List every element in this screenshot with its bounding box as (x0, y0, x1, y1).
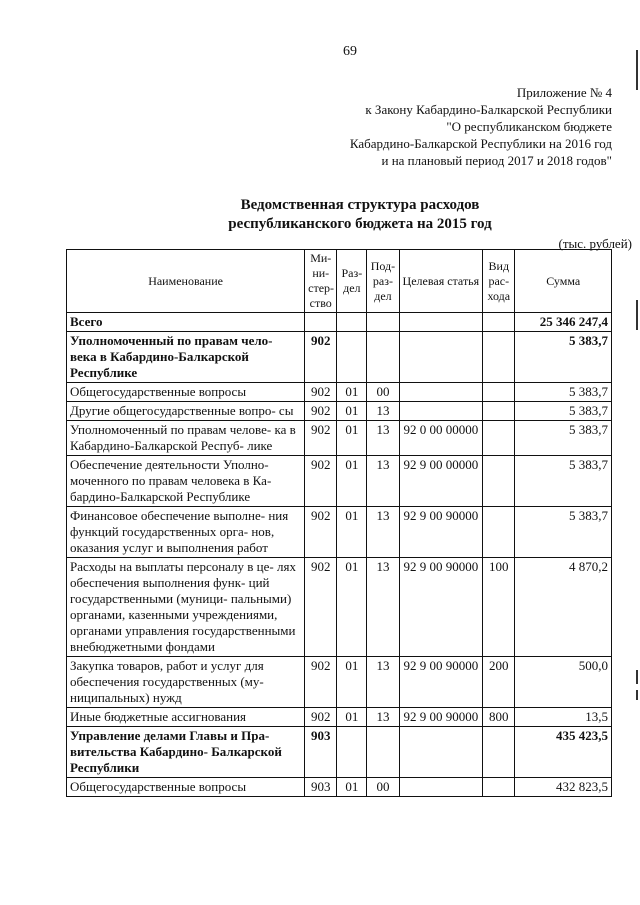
cell-ministry: 902 (305, 558, 337, 657)
cell-section: 01 (337, 708, 367, 727)
cell-section: 01 (337, 657, 367, 708)
appendix-line: Кабардино-Балкарской Республики на 2016 год (349, 136, 612, 151)
cell-target (399, 332, 483, 383)
cell-ministry: 902 (305, 402, 337, 421)
cell-name: Расходы на выплаты персоналу в це- лях обеспечения выполнения функ- ций государственными (муници- пальными) органами, казенными учреждениями, органами управления государственными внебюджетными фондами (67, 558, 305, 657)
table-row (67, 558, 612, 657)
cell-type: 200 (483, 657, 515, 708)
scan-edge-marks (634, 30, 638, 850)
appendix-note (312, 84, 612, 169)
cell-ministry: 902 (305, 421, 337, 456)
cell-sum: 500,0 (515, 657, 612, 708)
table-header-row (67, 250, 612, 313)
cell-target: 92 0 00 00000 (399, 421, 483, 456)
table-row (67, 657, 612, 708)
cell-target (399, 778, 483, 797)
cell-name: Всего (67, 313, 305, 332)
cell-sum: 5 383,7 (515, 456, 612, 507)
document-title-line: Ведомственная структура расходов (240, 197, 480, 213)
cell-sum: 5 383,7 (515, 507, 612, 558)
cell-sum: 25 346 247,4 (515, 313, 612, 332)
cell-sum: 5 383,7 (515, 332, 612, 383)
cell-type: 800 (483, 708, 515, 727)
cell-type (483, 727, 515, 778)
cell-section: 01 (337, 507, 367, 558)
cell-type (483, 313, 515, 332)
cell-ministry: 903 (305, 778, 337, 797)
cell-type (483, 383, 515, 402)
cell-sum: 4 870,2 (515, 558, 612, 657)
cell-subsection: 13 (367, 558, 399, 657)
cell-name: Иные бюджетные ассигнования (67, 708, 305, 727)
cell-section: 01 (337, 383, 367, 402)
cell-target (399, 313, 483, 332)
cell-ministry: 903 (305, 727, 337, 778)
cell-name: Закупка товаров, работ и услуг для обеспечения государственных (му- ниципальных) нужд (67, 657, 305, 708)
table-row (67, 778, 612, 797)
cell-name: Финансовое обеспечение выполне- ния функций государственных орга- нов, оказания услуг и выполнения работ (67, 507, 305, 558)
cell-ministry: 902 (305, 507, 337, 558)
document-title-line: республиканского бюджета на 2015 год (228, 216, 492, 232)
cell-type (483, 402, 515, 421)
cell-subsection: 13 (367, 402, 399, 421)
appendix-line: "О республиканском бюджете (446, 119, 612, 134)
header-ministry: Ми- ни- стер- ство (305, 250, 337, 313)
cell-name: Общегосударственные вопросы (67, 778, 305, 797)
cell-section: 01 (337, 558, 367, 657)
cell-section: 01 (337, 421, 367, 456)
table-row (67, 421, 612, 456)
cell-section: 01 (337, 456, 367, 507)
header-type: Вид рас- хода (483, 250, 515, 313)
cell-section (337, 332, 367, 383)
cell-subsection: 13 (367, 708, 399, 727)
cell-subsection (367, 727, 399, 778)
cell-target: 92 9 00 90000 (399, 657, 483, 708)
table-row (67, 456, 612, 507)
cell-sum: 13,5 (515, 708, 612, 727)
cell-sum: 5 383,7 (515, 402, 612, 421)
table-row (67, 402, 612, 421)
cell-type: 100 (483, 558, 515, 657)
cell-subsection (367, 332, 399, 383)
header-sum: Сумма (515, 250, 612, 313)
cell-ministry: 902 (305, 456, 337, 507)
cell-name: Уполномоченный по правам чело- века в Кабардино-Балкарской Республике (67, 332, 305, 383)
table-row (67, 383, 612, 402)
cell-sum: 5 383,7 (515, 383, 612, 402)
cell-target: 92 9 00 90000 (399, 708, 483, 727)
cell-subsection: 13 (367, 507, 399, 558)
cell-sum: 5 383,7 (515, 421, 612, 456)
cell-type (483, 456, 515, 507)
budget-table (66, 249, 612, 797)
table-row (67, 708, 612, 727)
cell-target: 92 9 00 90000 (399, 507, 483, 558)
header-subsection: Под- раз- дел (367, 250, 399, 313)
units-label: (тыс. рублей) (558, 236, 632, 251)
cell-name: Другие общегосударственные вопро- сы (67, 402, 305, 421)
appendix-line: Приложение № 4 (516, 85, 612, 100)
header-target: Целевая статья (399, 250, 483, 313)
cell-target (399, 402, 483, 421)
table-row (67, 507, 612, 558)
appendix-line: и на плановый период 2017 и 2018 годов" (381, 153, 612, 168)
table-row (67, 332, 612, 383)
cell-target: 92 9 00 90000 (399, 558, 483, 657)
cell-type (483, 421, 515, 456)
header-section: Раз- дел (337, 250, 367, 313)
cell-section: 01 (337, 402, 367, 421)
cell-type (483, 778, 515, 797)
cell-sum: 432 823,5 (515, 778, 612, 797)
cell-subsection: 13 (367, 421, 399, 456)
cell-sum: 435 423,5 (515, 727, 612, 778)
appendix-line: к Закону Кабардино-Балкарской Республики (365, 102, 612, 117)
page-number: 69 (343, 44, 357, 59)
cell-name: Уполномоченный по правам челове- ка в Кабардино-Балкарской Респуб- лике (67, 421, 305, 456)
cell-name: Управление делами Главы и Пра- вительства Кабардино- Балкарской Республики (67, 727, 305, 778)
cell-type (483, 507, 515, 558)
table-body (67, 313, 612, 797)
cell-type (483, 332, 515, 383)
cell-subsection: 13 (367, 456, 399, 507)
cell-section (337, 313, 367, 332)
cell-name: Обеспечение деятельности Уполно- моченного по правам человека в Ка- бардино-Балкарской Республике (67, 456, 305, 507)
cell-subsection: 00 (367, 383, 399, 402)
cell-subsection: 00 (367, 778, 399, 797)
cell-ministry (305, 313, 337, 332)
cell-target (399, 727, 483, 778)
document-title (170, 196, 550, 234)
cell-ministry: 902 (305, 383, 337, 402)
cell-subsection: 13 (367, 657, 399, 708)
cell-section (337, 727, 367, 778)
cell-ministry: 902 (305, 332, 337, 383)
cell-ministry: 902 (305, 708, 337, 727)
cell-subsection (367, 313, 399, 332)
cell-ministry: 902 (305, 657, 337, 708)
cell-section: 01 (337, 778, 367, 797)
header-name: Наименование (67, 250, 305, 313)
cell-target: 92 9 00 00000 (399, 456, 483, 507)
table-row (67, 727, 612, 778)
table-row (67, 313, 612, 332)
cell-name: Общегосударственные вопросы (67, 383, 305, 402)
cell-target (399, 383, 483, 402)
